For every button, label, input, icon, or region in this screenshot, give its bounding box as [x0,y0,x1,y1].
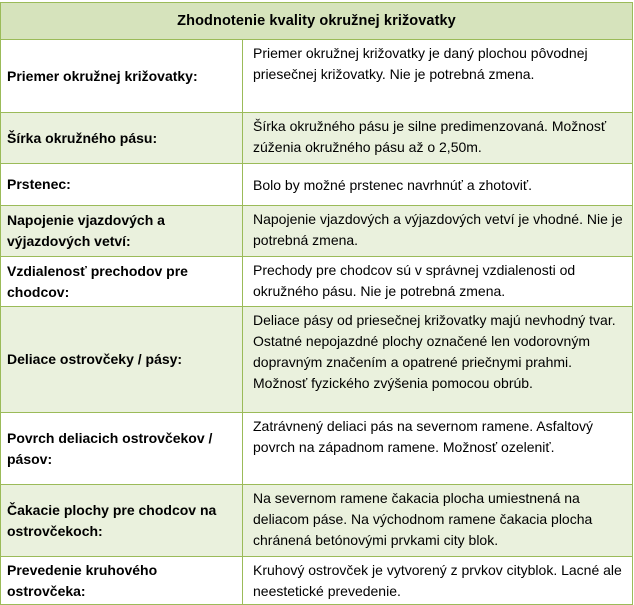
row-value-povrch: Zatrávnený deliaci pás na severnom ramene. Asfaltový povrch na západnom ramene. Možnosť ozeleniť. [243,413,633,485]
row-label-prstenec: Prstenec: [1,164,243,206]
table-row [1,557,633,605]
row-label-deliace: Deliace ostrovčeky / pásy: [1,307,243,413]
row-label-sirka: Šírka okružného pásu: [1,113,243,164]
table-row [1,164,633,206]
table-title-row [1,3,633,40]
row-label-povrch: Povrch deliacich ostrovčekov / pásov: [1,413,243,485]
row-label-cakacie: Čakacie plochy pre chodcov na ostrovčekoch: [1,485,243,557]
row-value-vzdialenost: Prechody pre chodcov sú v správnej vzdialenosti od okružného pásu. Nie je potrebná zmena. [243,257,633,307]
table-row [1,413,633,485]
row-value-priemer: Priemer okružnej križovatky je daný plochou pôvodnej priesečnej križovatky. Nie je potrebná zmena. [243,40,633,113]
row-label-prevedenie: Prevedenie kruhového ostrovčeka: [1,557,243,605]
table-row [1,40,633,113]
row-value-napojenie: Napojenie vjazdových a výjazdových vetví je vhodné. Nie je potrebná zmena. [243,206,633,257]
row-label-napojenie: Napojenie vjazdových a výjazdových vetví: [1,206,243,257]
row-value-cakacie: Na severnom ramene čakacia plocha umiestnená na deliacom páse. Na východnom ramene čakacia plocha chránená betónovými prvkami city blok. [243,485,633,557]
table-row [1,257,633,307]
quality-assessment-table [0,2,633,605]
row-value-sirka: Šírka okružného pásu je silne predimenzovaná. Možnosť zúženia okružného pásu až o 2,50m. [243,113,633,164]
table-title: Zhodnotenie kvality okružnej križovatky [1,3,633,40]
row-value-prstenec: Bolo by možné prstenec navrhnúť a zhotoviť. [243,164,633,206]
row-value-deliace: Deliace pásy od priesečnej križovatky majú nevhodný tvar. Ostatné nepojazdné plochy označené len vodorovným dopravným značením a opatrené priečnymi prahmi. Možnosť fyzického zvýšenia pomocou obrúb. [243,307,633,413]
table-row [1,206,633,257]
table-row [1,307,633,413]
table-row [1,485,633,557]
table-row [1,113,633,164]
row-value-prevedenie: Kruhový ostrovček je vytvorený z prvkov cityblok. Lacné ale neestetické prevedenie. [243,557,633,605]
row-label-priemer: Priemer okružnej križovatky: [1,40,243,113]
row-label-vzdialenost: Vzdialenosť prechodov pre chodcov: [1,257,243,307]
